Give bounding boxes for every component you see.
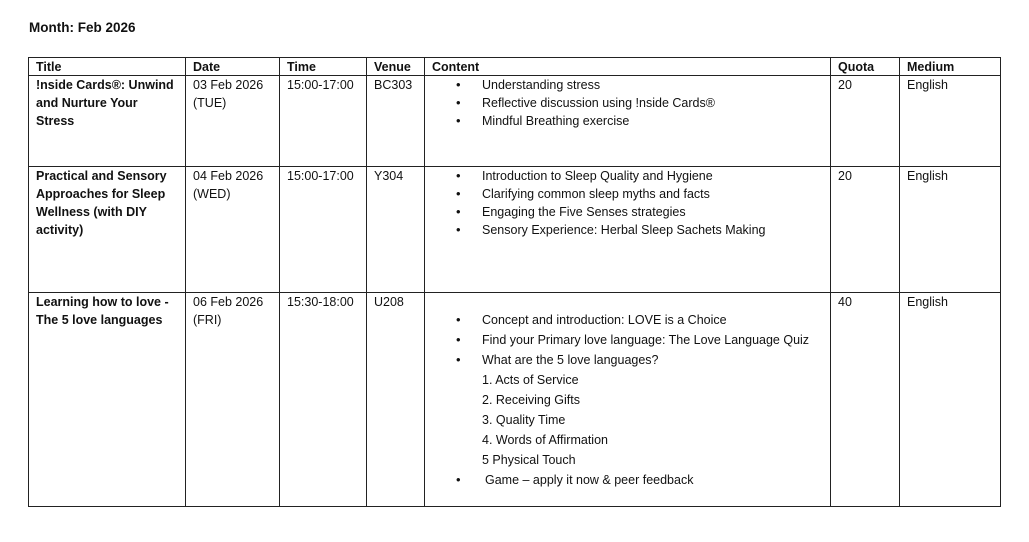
date-cell xyxy=(186,167,280,293)
workshop-title: !nside Cards®: Unwind and Nurture Your Stress xyxy=(29,76,186,167)
date-cell xyxy=(186,76,280,167)
medium-cell: English xyxy=(900,293,1001,507)
workshop-schedule-table xyxy=(28,57,1001,507)
time-cell: 15:30-18:00 xyxy=(280,293,367,507)
workshop-title: Learning how to love - The 5 love languages xyxy=(29,293,186,507)
header-content: Content xyxy=(425,58,831,76)
month-heading: Month: Feb 2026 xyxy=(29,20,136,35)
content-cell xyxy=(425,76,831,167)
header-venue: Venue xyxy=(367,58,425,76)
medium-cell: English xyxy=(900,167,1001,293)
date-value: 06 Feb 2026 xyxy=(193,295,264,309)
list-item: • What are the 5 love languages? xyxy=(432,350,823,370)
content-list xyxy=(432,167,823,239)
date-value: 04 Feb 2026 xyxy=(193,169,264,183)
list-item: • Concept and introduction: LOVE is a Choice xyxy=(432,310,823,330)
medium-cell: English xyxy=(900,76,1001,167)
list-item: • Understanding stress xyxy=(432,76,823,94)
header-time: Time xyxy=(280,58,367,76)
quota-cell: 40 xyxy=(831,293,900,507)
date-cell xyxy=(186,293,280,507)
venue-cell: U208 xyxy=(367,293,425,507)
list-item: • Find your Primary love language: The Love Language Quiz xyxy=(432,330,823,350)
time-cell: 15:00-17:00 xyxy=(280,167,367,293)
list-item: • Engaging the Five Senses strategies xyxy=(432,203,823,221)
quota-cell: 20 xyxy=(831,167,900,293)
table-header-row xyxy=(29,58,1001,76)
table-row xyxy=(29,167,1001,293)
content-cell xyxy=(425,293,831,507)
date-value: 03 Feb 2026 xyxy=(193,78,264,92)
header-medium: Medium xyxy=(900,58,1001,76)
day-value: (WED) xyxy=(193,187,231,201)
header-quota: Quota xyxy=(831,58,900,76)
list-item: • Sensory Experience: Herbal Sleep Sachets Making xyxy=(432,221,823,239)
sub-list-item: 2. Receiving Gifts xyxy=(482,393,580,407)
content-cell xyxy=(425,167,831,293)
day-value: (FRI) xyxy=(193,313,222,327)
content-list xyxy=(432,76,823,130)
table-row xyxy=(29,76,1001,167)
table-row xyxy=(29,293,1001,507)
header-title: Title xyxy=(29,58,186,76)
sub-list-item: 3. Quality Time xyxy=(482,413,566,427)
workshop-title: Practical and Sensory Approaches for Sleep Wellness (with DIY activity) xyxy=(29,167,186,293)
sub-list-item: 5 Physical Touch xyxy=(482,453,576,467)
header-date: Date xyxy=(186,58,280,76)
list-item: • Clarifying common sleep myths and facts xyxy=(432,185,823,203)
quota-cell: 20 xyxy=(831,76,900,167)
sub-list-item: 4. Words of Affirmation xyxy=(482,433,608,447)
list-item: • Mindful Breathing exercise xyxy=(432,112,823,130)
content-list xyxy=(432,293,823,490)
list-item: • Game – apply it now & peer feedback xyxy=(432,470,823,490)
venue-cell: Y304 xyxy=(367,167,425,293)
day-value: (TUE) xyxy=(193,96,227,110)
venue-cell: BC303 xyxy=(367,76,425,167)
sub-list-item: 1. Acts of Service xyxy=(482,373,579,387)
time-cell: 15:00-17:00 xyxy=(280,76,367,167)
list-item: • Reflective discussion using !nside Cards® xyxy=(432,94,823,112)
list-item: • Introduction to Sleep Quality and Hygiene xyxy=(432,167,823,185)
